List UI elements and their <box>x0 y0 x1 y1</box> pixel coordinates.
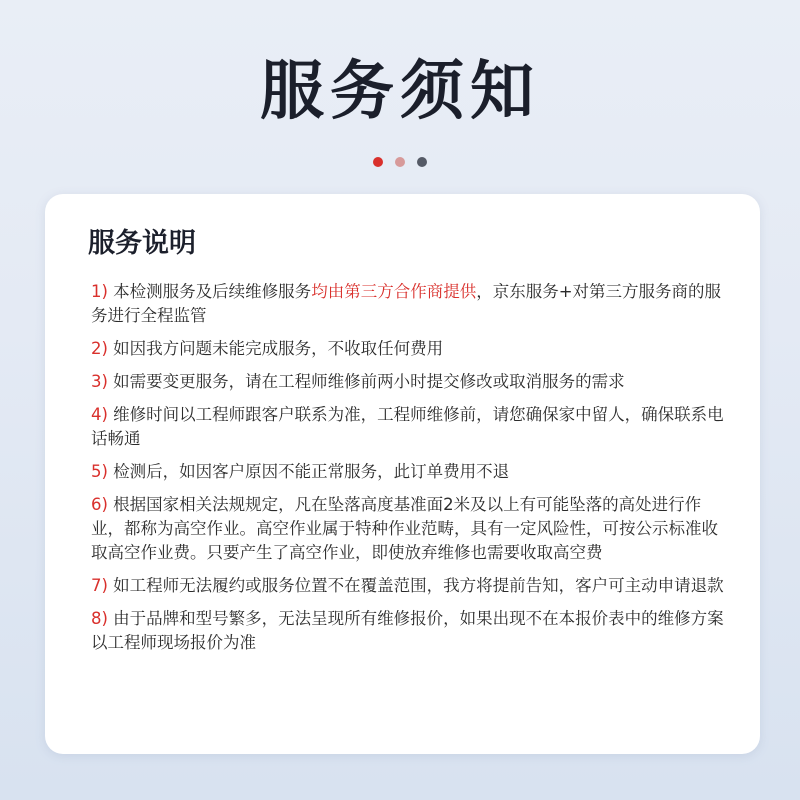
page-title: 服务须知 <box>260 55 540 129</box>
item-text: 如工程师无法履约或服务位置不在覆盖范围，我方将提前告知，客户可主动申请退款 <box>107 576 724 595</box>
item-number: 4) <box>91 405 108 424</box>
indicator-dot[interactable] <box>373 157 383 167</box>
indicator-dot[interactable] <box>417 157 427 167</box>
list-item <box>91 337 731 361</box>
list-item <box>91 493 731 565</box>
list-item <box>91 403 731 451</box>
carousel-indicator <box>0 157 800 167</box>
list-item <box>91 460 731 484</box>
item-text: 如需要变更服务，请在工程师维修前两小时提交修改或取消服务的需求 <box>107 372 625 391</box>
item-text: 由于品牌和型号繁多，无法呈现所有维修报价，如果出现不在本报价表中的维修方案以工程师现场报价为准 <box>91 609 724 652</box>
item-text: 如因我方问题未能完成服务，不收取任何费用 <box>107 339 444 358</box>
list-item <box>91 607 731 655</box>
indicator-dot[interactable] <box>395 157 405 167</box>
item-highlight: 均由第三方合作商提供 <box>311 282 477 301</box>
item-number: 8) <box>91 609 108 628</box>
list-item <box>91 280 731 328</box>
card-title: 服务说明 <box>88 228 196 259</box>
item-text-after: ，京东服务+对第三方服务商的服务进行全程监管 <box>91 282 722 325</box>
item-number: 7) <box>91 576 108 595</box>
item-number: 5) <box>91 462 108 481</box>
item-text: 维修时间以工程师跟客户联系为准，工程师维修前，请您确保家中留人，确保联系电话畅通 <box>91 405 724 448</box>
item-number: 6) <box>91 495 108 514</box>
notice-list <box>91 280 731 664</box>
service-notice-card <box>45 194 760 754</box>
item-text: 本检测服务及后续维修服务 <box>107 282 312 301</box>
item-number: 1) <box>91 282 108 301</box>
item-text: 根据国家相关法规规定，凡在坠落高度基准面2米及以上有可能坠落的高处进行作业，都称为高空作业。高空作业属于特种作业范畴，具有一定风险性，可按公示标准收取高空作业费。只要产生了高空作业，即使放弃维修也需要收取高空费 <box>91 495 718 562</box>
item-number: 3) <box>91 372 108 391</box>
item-text: 检测后，如因客户原因不能正常服务，此订单费用不退 <box>107 462 510 481</box>
list-item <box>91 370 731 394</box>
item-number: 2) <box>91 339 108 358</box>
list-item <box>91 574 731 598</box>
